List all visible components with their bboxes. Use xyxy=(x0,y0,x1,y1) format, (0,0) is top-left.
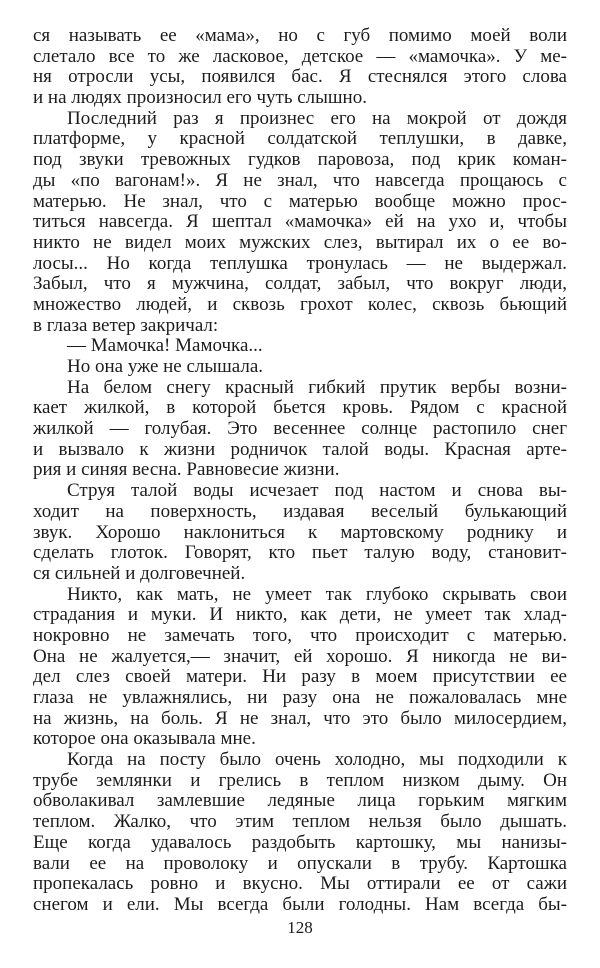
text-line: жилкой — голубая. Это весеннее солнце растопило снег xyxy=(33,419,567,440)
text-line: платформе, у красной солдатской теплушки, в давке, xyxy=(33,129,567,150)
text-line: лосы... Но когда теплушка тронулась — не выдержал. xyxy=(33,253,567,274)
text-line: ходит на поверхность, издавая веселый булькающий xyxy=(33,501,567,522)
text-line: ня отросли усы, появился бас. Я стеснялся этого слова xyxy=(33,67,567,88)
text-line: Она не жалуется,— значит, ей хорошо. Я никогда не ви- xyxy=(33,646,567,667)
text-line: Еще когда удавалось раздобыть картошку, мы нанизы- xyxy=(33,832,567,853)
text-line: глаза не увлажнялись, ни разу она не пожаловалась мне xyxy=(33,688,567,708)
text-line: множество людей, и сквозь грохот колес, сквозь бьющий xyxy=(33,294,567,315)
text-line: обволакивал замлевшие ледяные лица горьким мягким xyxy=(33,791,567,812)
text-line: в глаза ветер закричал: xyxy=(33,315,219,336)
text-line: вали ее на проволоку и опускали в трубу. Картошка xyxy=(33,853,567,874)
book-page-text xyxy=(33,26,567,916)
text-line: никто не видел моих мужских слез, вытирал их о ее во- xyxy=(33,232,567,253)
text-line: дел слез своей матери. Ни разу в моем присутствии ее xyxy=(33,667,567,688)
text-line: Струя талой воды исчезает под настом и снова вы- xyxy=(67,481,567,502)
text-line: и на людях произносил его чуть слышно. xyxy=(33,88,367,109)
text-line: и вызвало к жизни родничок талой воды. Красная арте- xyxy=(33,439,567,460)
text-line: Забыл, что я мужчина, солдат, забыл, что вокруг люди, xyxy=(33,274,567,295)
text-line: теплом. Жалко, что этим теплом нельзя было дышать. xyxy=(33,812,567,833)
text-line: на жизнь, на боль. Я не знал, что это было милосердием, xyxy=(33,708,567,729)
text-line: страдания и муки. И никто, как дети, не умеет так хлад- xyxy=(33,605,567,626)
text-line: трубе землянки и грелись в теплом низком дыму. Он xyxy=(33,770,567,791)
text-line: Но она уже не слышала. xyxy=(67,357,264,377)
text-line: пропекалась ровно и вкусно. Мы оттирали ее от сажи xyxy=(33,874,567,895)
text-line: ся называть ее «мама», но с губ помимо моей воли xyxy=(33,26,567,46)
text-line: рия и синяя весна. Равновесие жизни. xyxy=(33,460,340,481)
text-line: нокровно не замечать того, что происходит с матерью. xyxy=(33,625,567,646)
text-line: На белом снегу красный гибкий прутик вербы возни- xyxy=(67,377,567,398)
text-line: под звуки тревожных гудков паровоза, под крик коман- xyxy=(33,150,567,171)
text-line: Когда на посту было очень холодно, мы подходили к xyxy=(67,750,567,771)
text-line: — Мамочка! Мамочка... xyxy=(67,336,263,357)
text-line: кает жилкой, в которой бьется кровь. Рядом с красной xyxy=(33,398,567,419)
text-line: матерью. Не знал, что с матерью вообще можно прос- xyxy=(33,191,567,212)
text-line: Никто, как мать, не умеет так глубоко скрывать свои xyxy=(67,584,567,605)
text-line: ся сильней и долговечней. xyxy=(33,563,246,584)
text-line: которое она оказывала мне. xyxy=(33,729,256,750)
text-line: звук. Хорошо наклониться к мартовскому роднику и xyxy=(33,522,567,543)
text-line: титься навсегда. Я шептал «мамочка» ей на ухо и, чтобы xyxy=(33,212,567,233)
page-number: 128 xyxy=(287,918,313,937)
text-line: слетало все то же ласковое, детское — «мамочка». У ме- xyxy=(33,46,567,67)
text-line: сделать глоток. Говорят, кто пьет талую воду, становит- xyxy=(33,543,567,564)
text-line: ды «по вагонам!». Я не знал, что навсегда прощаюсь с xyxy=(33,170,567,191)
text-line: Последний раз я произнес его на мокрой от дождя xyxy=(67,108,567,129)
text-line: снегом и ели. Мы всегда были голодны. Нам всегда бы- xyxy=(33,894,567,915)
